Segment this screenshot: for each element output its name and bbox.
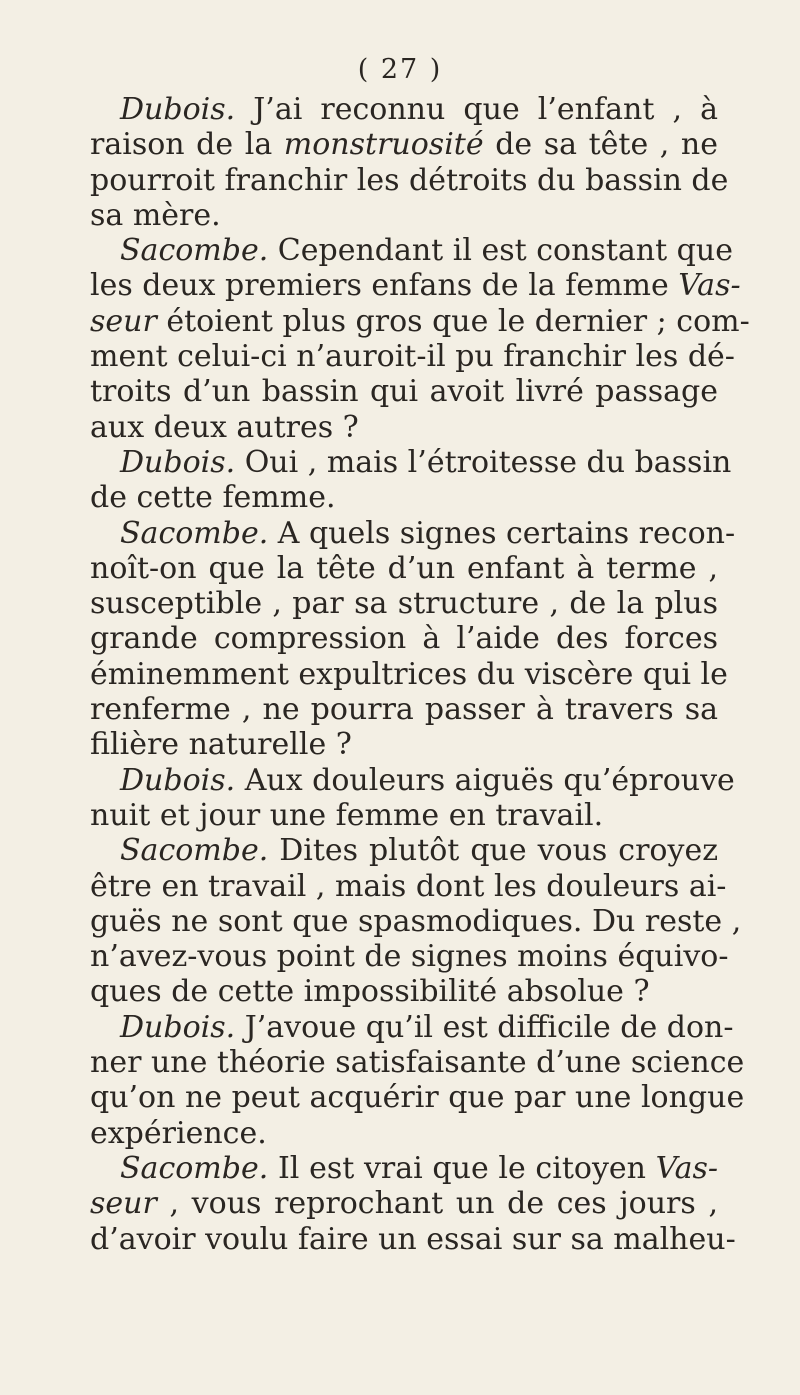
speaker-name: Dubois.	[120, 762, 236, 798]
line-text: les deux premiers enfans de la femme	[90, 268, 679, 304]
text-line	[90, 1009, 734, 1045]
line-text: Oui , mais l’étroitesse du bassin	[235, 444, 732, 480]
speaker-name: Sacombe.	[120, 515, 269, 551]
line-text: être en travail , mais dont les douleurs ai-	[90, 868, 727, 904]
text-line	[90, 162, 729, 198]
text-line	[90, 1221, 736, 1257]
text-line	[90, 268, 741, 304]
speaker-name: Dubois.	[120, 1009, 236, 1045]
speaker-name: Dubois.	[120, 444, 236, 480]
text-line	[90, 621, 718, 656]
emphasis-text: seur	[90, 303, 157, 339]
line-text: Aux douleurs aiguës qu’éprouve	[235, 762, 735, 798]
text-line	[90, 692, 718, 727]
line-text-after: de sa tête , ne	[483, 127, 718, 163]
line-text: troits d’un bassin qui avoit livré passage	[90, 374, 718, 410]
line-text: ment celui-ci n’auroit-il pu franchir les dé-	[90, 339, 735, 375]
emphasis-text: Vas-	[655, 1150, 718, 1186]
speaker-name: Dubois.	[120, 92, 236, 127]
text-line	[90, 868, 727, 904]
line-text: guës ne sont que spasmodiques. Du reste ,	[90, 903, 742, 939]
line-text: éminemment expultrices du viscère qui le	[90, 656, 728, 692]
text-line	[90, 833, 718, 868]
text-line	[90, 233, 733, 269]
text-line	[90, 444, 732, 480]
text-line	[90, 586, 718, 621]
line-text: J’avoue qu’il est difficile de don-	[235, 1009, 734, 1045]
line-text: renferme , ne pourra passer à travers sa	[90, 692, 718, 728]
line-text: n’avez-vous point de signes moins équivo-	[90, 939, 729, 975]
line-text: aux deux autres ?	[90, 409, 359, 445]
text-line	[90, 1080, 745, 1116]
text-line	[90, 303, 750, 339]
text-line	[90, 374, 718, 409]
text-line	[90, 727, 718, 762]
line-text: d’avoir voulu faire un essai sur sa malheu-	[90, 1221, 736, 1257]
line-text: sa mère.	[90, 197, 221, 233]
text-line	[90, 1116, 718, 1151]
line-text: Il est vrai que le citoyen	[268, 1150, 656, 1186]
text-line	[90, 339, 735, 375]
text-line	[90, 515, 736, 551]
line-text: qu’on ne peut acquérir que par une longue	[90, 1080, 745, 1116]
line-text-after: , vous reprochant un de ces jours ,	[156, 1186, 718, 1222]
text-line	[90, 1186, 718, 1221]
line-text: A quels signes certains recon-	[268, 515, 736, 551]
line-text: expérience.	[90, 1115, 267, 1151]
text-line	[90, 410, 718, 445]
dialogue-text	[90, 92, 750, 1257]
text-line	[90, 92, 718, 127]
line-text: raison de la	[90, 127, 284, 163]
text-line	[90, 974, 718, 1009]
emphasis-text: Vas-	[678, 268, 741, 304]
line-text: Dites plutôt que vous croyez	[268, 833, 718, 869]
text-line	[90, 551, 718, 586]
line-text: grande compression à l’aide des forces	[90, 621, 718, 657]
emphasis-text: monstruosité	[283, 127, 484, 163]
line-text: susceptible , par sa structure , de la plus	[90, 586, 718, 622]
text-line	[90, 1151, 718, 1186]
speaker-name: Sacombe.	[120, 1150, 269, 1186]
text-line	[90, 798, 718, 833]
text-line	[90, 480, 718, 515]
text-line	[90, 939, 729, 975]
line-text: de cette femme.	[90, 480, 336, 516]
line-text: Cependant il est constant que	[268, 233, 733, 269]
text-line	[90, 127, 718, 162]
line-text: ques de cette impossibilité absolue ?	[90, 974, 650, 1010]
text-line	[90, 198, 718, 233]
line-text-after: étoient plus gros que le dernier ; com-	[156, 303, 750, 339]
line-text: noît-on que la tête d’un enfant à terme ,	[90, 550, 718, 586]
text-line	[90, 1045, 745, 1081]
line-text: pourroit franchir les détroits du bassin de	[90, 162, 729, 198]
line-text: ner une théorie satisfaisante d’une science	[90, 1045, 745, 1081]
line-text: J’ai reconnu que l’enfant , à	[235, 92, 718, 127]
speaker-name: Sacombe.	[120, 833, 269, 869]
text-line	[90, 656, 728, 692]
line-text: filière naturelle ?	[90, 727, 352, 763]
page-number: ( 27 )	[357, 54, 443, 85]
text-line	[90, 762, 735, 798]
line-text: nuit et jour une femme en travail.	[90, 797, 604, 833]
speaker-name: Sacombe.	[120, 233, 269, 269]
emphasis-text: seur	[90, 1186, 157, 1222]
text-line	[90, 903, 742, 939]
